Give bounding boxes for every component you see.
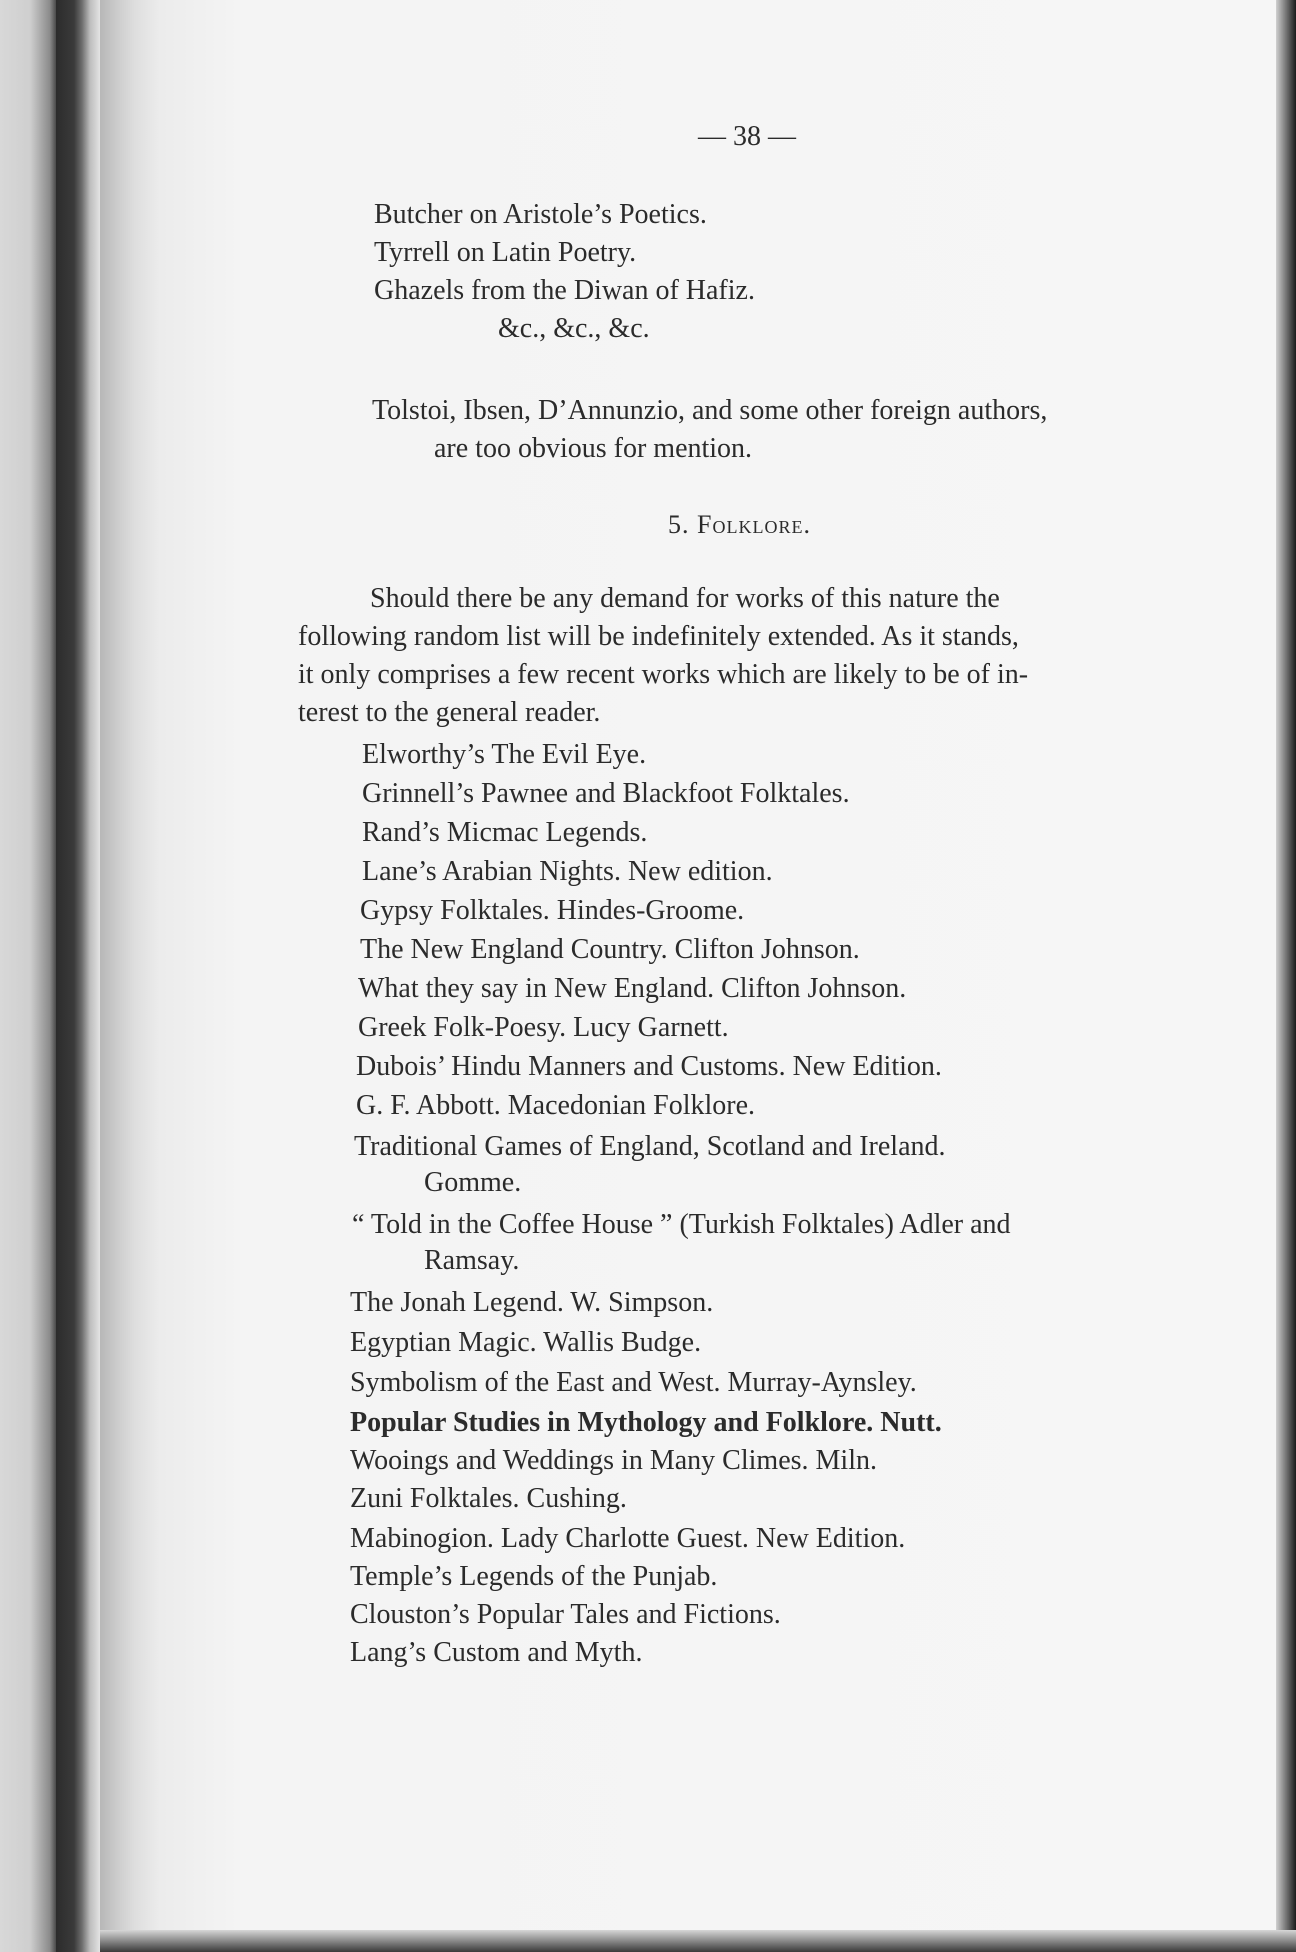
- page-bottom-edge: [100, 1930, 1296, 1952]
- list-item: Temple’s Legends of the Punjab.: [350, 1561, 718, 1592]
- list-item: Greek Folk-Poesy. Lucy Garnett.: [358, 1012, 729, 1043]
- paragraph-line: following random list will be indefinitely extended. As it stands,: [298, 621, 1019, 652]
- list-item: &c., &c., &c.: [498, 313, 650, 344]
- list-item: Rand’s Micmac Legends.: [362, 817, 648, 848]
- list-item: Zuni Folktales. Cushing.: [350, 1483, 627, 1514]
- list-item: Tyrrell on Latin Poetry.: [374, 237, 637, 268]
- list-item: Wooings and Weddings in Many Climes. Miln.: [350, 1445, 877, 1476]
- list-item: Butcher on Aristole’s Poetics.: [374, 199, 707, 230]
- list-item: G. F. Abbott. Macedonian Folklore.: [356, 1090, 756, 1121]
- page-right-edge: [1276, 0, 1296, 1952]
- list-item: Popular Studies in Mythology and Folklore. Nutt.: [350, 1407, 942, 1438]
- book-gutter: [56, 0, 100, 1952]
- page-number: — 38 —: [698, 121, 796, 152]
- list-item: Elworthy’s The Evil Eye.: [362, 739, 647, 770]
- list-item: Mabinogion. Lady Charlotte Guest. New Edition.: [350, 1523, 906, 1554]
- list-item: Gypsy Folktales. Hindes-Groome.: [360, 895, 745, 926]
- book-binding-edge: [0, 0, 56, 1952]
- paragraph-line: it only comprises a few recent works which are likely to be of in-: [298, 659, 1029, 690]
- list-item: The New England Country. Clifton Johnson.: [360, 934, 860, 965]
- paragraph-line: Should there be any demand for works of this nature the: [370, 583, 1000, 614]
- list-item: Ghazels from the Diwan of Hafiz.: [374, 275, 755, 306]
- list-item: Ramsay.: [424, 1245, 520, 1276]
- list-item: Gomme.: [424, 1167, 522, 1198]
- list-item: What they say in New England. Clifton Johnson.: [358, 973, 907, 1004]
- list-item: Symbolism of the East and West. Murray-Aynsley.: [350, 1367, 917, 1398]
- list-item: Grinnell’s Pawnee and Blackfoot Folktales.: [362, 778, 850, 809]
- list-item: Egyptian Magic. Wallis Budge.: [350, 1327, 702, 1358]
- paragraph-line: Tolstoi, Ibsen, D’Annunzio, and some other foreign authors,: [372, 395, 1048, 426]
- paragraph-line: are too obvious for mention.: [434, 433, 753, 464]
- list-item: Lane’s Arabian Nights. New edition.: [362, 856, 773, 887]
- list-item: The Jonah Legend. W. Simpson.: [350, 1287, 714, 1318]
- list-item: Clouston’s Popular Tales and Fictions.: [350, 1599, 781, 1630]
- list-item: “ Told in the Coffee House ” (Turkish Folktales) Adler and: [352, 1209, 1011, 1240]
- paragraph-line: terest to the general reader.: [298, 697, 601, 728]
- list-item: Dubois’ Hindu Manners and Customs. New Edition.: [356, 1051, 942, 1082]
- section-heading: 5. Folklore.: [668, 510, 811, 539]
- list-item: Traditional Games of England, Scotland and Ireland.: [354, 1131, 946, 1162]
- list-item: Lang’s Custom and Myth.: [350, 1637, 643, 1668]
